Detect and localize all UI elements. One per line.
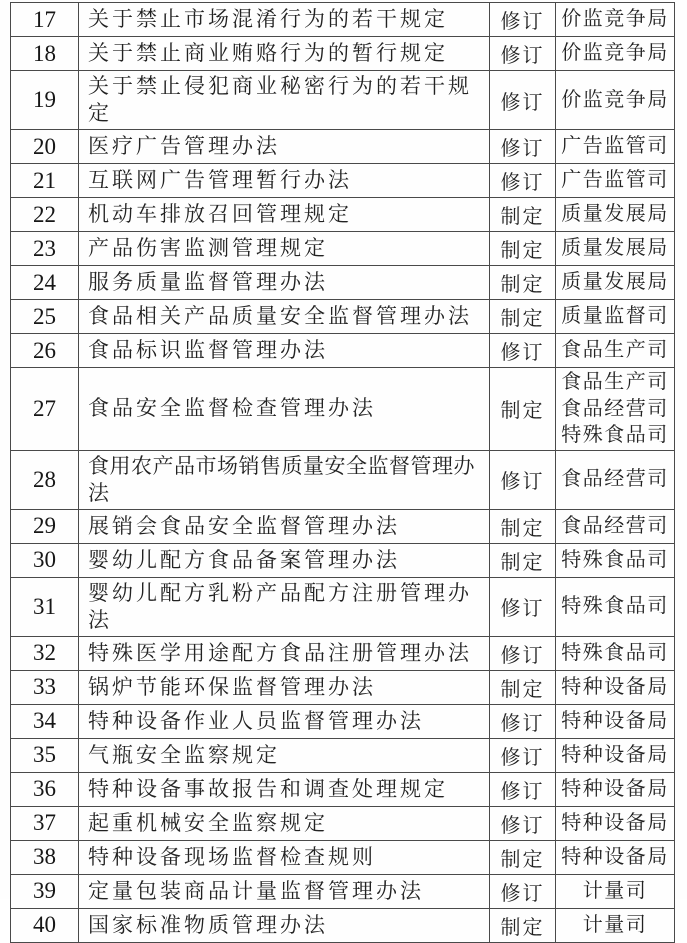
- regulation-title-cell: 食品标识监督管理办法: [79, 334, 490, 368]
- regulation-title-cell: 锅炉节能环保监督管理办法: [79, 670, 490, 704]
- department-line: 价监竞争局: [561, 88, 669, 111]
- row-number-cell: 27: [11, 368, 79, 451]
- action-type-cell: 修订: [490, 772, 556, 806]
- action-type-cell: 制定: [490, 509, 556, 543]
- department-cell: [556, 704, 675, 738]
- table-row: [11, 704, 675, 738]
- department-cell: [556, 840, 675, 874]
- action-type-cell: 制定: [490, 266, 556, 300]
- row-number-cell: 32: [11, 636, 79, 670]
- action-type-cell: 修订: [490, 37, 556, 71]
- regulation-title-cell: 关于禁止商业贿赂行为的暂行规定: [79, 37, 490, 71]
- department-cell: [556, 266, 675, 300]
- department-cell: [556, 232, 675, 266]
- regulation-title-cell: 特种设备事故报告和调查处理规定: [79, 772, 490, 806]
- regulation-title-cell: 服务质量监督管理办法: [79, 266, 490, 300]
- row-number-cell: 37: [11, 806, 79, 840]
- department-line: 计量司: [582, 879, 648, 902]
- action-type-cell: 制定: [490, 670, 556, 704]
- regulation-title-cell: 食用农产品市场销售质量安全监督管理办法: [79, 450, 490, 509]
- department-line: 特殊食品司: [561, 595, 669, 618]
- row-number-cell: 38: [11, 840, 79, 874]
- table-row: [11, 334, 675, 368]
- department-line: 特种设备局: [561, 743, 669, 766]
- department-line: 特种设备局: [561, 845, 669, 868]
- action-type-cell: 制定: [490, 908, 556, 942]
- action-type-cell: 修订: [490, 71, 556, 130]
- row-number-cell: 20: [11, 130, 79, 164]
- row-number-cell: 28: [11, 450, 79, 509]
- action-type-cell: 修订: [490, 704, 556, 738]
- table-row: [11, 738, 675, 772]
- regulation-title-cell: 定量包装商品计量监督管理办法: [79, 874, 490, 908]
- department-cell: [556, 368, 675, 451]
- row-number-cell: 25: [11, 300, 79, 334]
- department-cell: [556, 543, 675, 577]
- table-row: [11, 198, 675, 232]
- department-line: 质量发展局: [561, 271, 669, 294]
- department-line: 特殊食品司: [561, 548, 669, 571]
- row-number-cell: 35: [11, 738, 79, 772]
- row-number-cell: 30: [11, 543, 79, 577]
- table-row: [11, 670, 675, 704]
- regulation-title-cell: 婴幼儿配方食品备案管理办法: [79, 543, 490, 577]
- department-cell: [556, 198, 675, 232]
- row-number-cell: 18: [11, 37, 79, 71]
- department-cell: [556, 334, 675, 368]
- row-number-cell: 33: [11, 670, 79, 704]
- department-line: 特种设备局: [561, 675, 669, 698]
- department-cell: [556, 577, 675, 636]
- department-line: 食品生产司: [561, 339, 669, 362]
- department-line: 食品经营司: [561, 514, 669, 537]
- department-line: 特种设备局: [561, 777, 669, 800]
- table-row: [11, 908, 675, 942]
- action-type-cell: 制定: [490, 368, 556, 451]
- department-cell: [556, 300, 675, 334]
- row-number-cell: 40: [11, 908, 79, 942]
- regulation-title-cell: 特殊医学用途配方食品注册管理办法: [79, 636, 490, 670]
- table-row: [11, 266, 675, 300]
- department-line: 广告监管司: [561, 169, 669, 192]
- department-line: 食品生产司: [561, 371, 669, 393]
- regulation-title-cell: 互联网广告管理暂行办法: [79, 164, 490, 198]
- regulation-title-cell: 食品安全监督检查管理办法: [79, 368, 490, 451]
- table-row: [11, 164, 675, 198]
- regulation-title-cell: 食品相关产品质量安全监督管理办法: [79, 300, 490, 334]
- table-row: [11, 232, 675, 266]
- row-number-cell: 19: [11, 71, 79, 130]
- table-row: [11, 450, 675, 509]
- action-type-cell: 修订: [490, 738, 556, 772]
- department-cell: [556, 450, 675, 509]
- regulation-title-cell: 婴幼儿配方乳粉产品配方注册管理办法: [79, 577, 490, 636]
- department-cell: [556, 164, 675, 198]
- row-number-cell: 39: [11, 874, 79, 908]
- department-line: 质量发展局: [561, 203, 669, 226]
- table-row: [11, 509, 675, 543]
- action-type-cell: 修订: [490, 164, 556, 198]
- regulation-title-cell: 机动车排放召回管理规定: [79, 198, 490, 232]
- department-cell: [556, 738, 675, 772]
- department-line: 特种设备局: [561, 811, 669, 834]
- table-row: [11, 37, 675, 71]
- table-row: [11, 71, 675, 130]
- regulation-title-cell: 特种设备现场监督检查规则: [79, 840, 490, 874]
- department-cell: [556, 908, 675, 942]
- department-cell: [556, 670, 675, 704]
- row-number-cell: 29: [11, 509, 79, 543]
- table-row: [11, 577, 675, 636]
- action-type-cell: 制定: [490, 543, 556, 577]
- action-type-cell: 制定: [490, 198, 556, 232]
- department-cell: [556, 71, 675, 130]
- table-row: [11, 130, 675, 164]
- department-cell: [556, 806, 675, 840]
- department-line: 广告监管司: [561, 135, 669, 158]
- row-number-cell: 36: [11, 772, 79, 806]
- table-row: [11, 3, 675, 37]
- action-type-cell: 修订: [490, 3, 556, 37]
- department-line: 质量发展局: [561, 237, 669, 260]
- department-line: 质量监督司: [561, 305, 669, 328]
- department-cell: [556, 772, 675, 806]
- action-type-cell: 修订: [490, 577, 556, 636]
- action-type-cell: 修订: [490, 450, 556, 509]
- row-number-cell: 22: [11, 198, 79, 232]
- department-cell: [556, 509, 675, 543]
- regulation-title-cell: 展销会食品安全监督管理办法: [79, 509, 490, 543]
- department-line: 特殊食品司: [561, 424, 669, 446]
- department-line: 特种设备局: [561, 709, 669, 732]
- row-number-cell: 34: [11, 704, 79, 738]
- table-row: [11, 636, 675, 670]
- row-number-cell: 26: [11, 334, 79, 368]
- department-cell: [556, 3, 675, 37]
- regulation-title-cell: 关于禁止侵犯商业秘密行为的若干规定: [79, 71, 490, 130]
- department-line: 价监竞争局: [561, 8, 669, 31]
- table-row: [11, 300, 675, 334]
- department-cell: [556, 37, 675, 71]
- table-row: [11, 368, 675, 451]
- department-line: 特殊食品司: [561, 641, 669, 664]
- department-line: 价监竞争局: [561, 42, 669, 65]
- regulation-title-cell: 特种设备作业人员监督管理办法: [79, 704, 490, 738]
- department-line: 食品经营司: [561, 468, 669, 491]
- regulation-title-cell: 起重机械安全监察规定: [79, 806, 490, 840]
- regulation-title-cell: 医疗广告管理办法: [79, 130, 490, 164]
- row-number-cell: 24: [11, 266, 79, 300]
- table-row: [11, 840, 675, 874]
- action-type-cell: 制定: [490, 232, 556, 266]
- action-type-cell: 修订: [490, 636, 556, 670]
- row-number-cell: 31: [11, 577, 79, 636]
- table-row: [11, 806, 675, 840]
- action-type-cell: 制定: [490, 840, 556, 874]
- action-type-cell: 修订: [490, 806, 556, 840]
- action-type-cell: 修订: [490, 874, 556, 908]
- regulations-table: [10, 2, 675, 943]
- table-row: [11, 874, 675, 908]
- action-type-cell: 修订: [490, 334, 556, 368]
- department-cell: [556, 130, 675, 164]
- regulation-title-cell: 关于禁止市场混淆行为的若干规定: [79, 3, 490, 37]
- action-type-cell: 修订: [490, 130, 556, 164]
- table-row: [11, 543, 675, 577]
- department-line: 计量司: [582, 913, 648, 936]
- department-cell: [556, 874, 675, 908]
- department-line: 食品经营司: [561, 397, 669, 420]
- row-number-cell: 17: [11, 3, 79, 37]
- regulation-title-cell: 国家标准物质管理办法: [79, 908, 490, 942]
- regulation-title-cell: 产品伤害监测管理规定: [79, 232, 490, 266]
- regulation-title-cell: 气瓶安全监察规定: [79, 738, 490, 772]
- row-number-cell: 23: [11, 232, 79, 266]
- action-type-cell: 制定: [490, 300, 556, 334]
- table-row: [11, 772, 675, 806]
- row-number-cell: 21: [11, 164, 79, 198]
- department-cell: [556, 636, 675, 670]
